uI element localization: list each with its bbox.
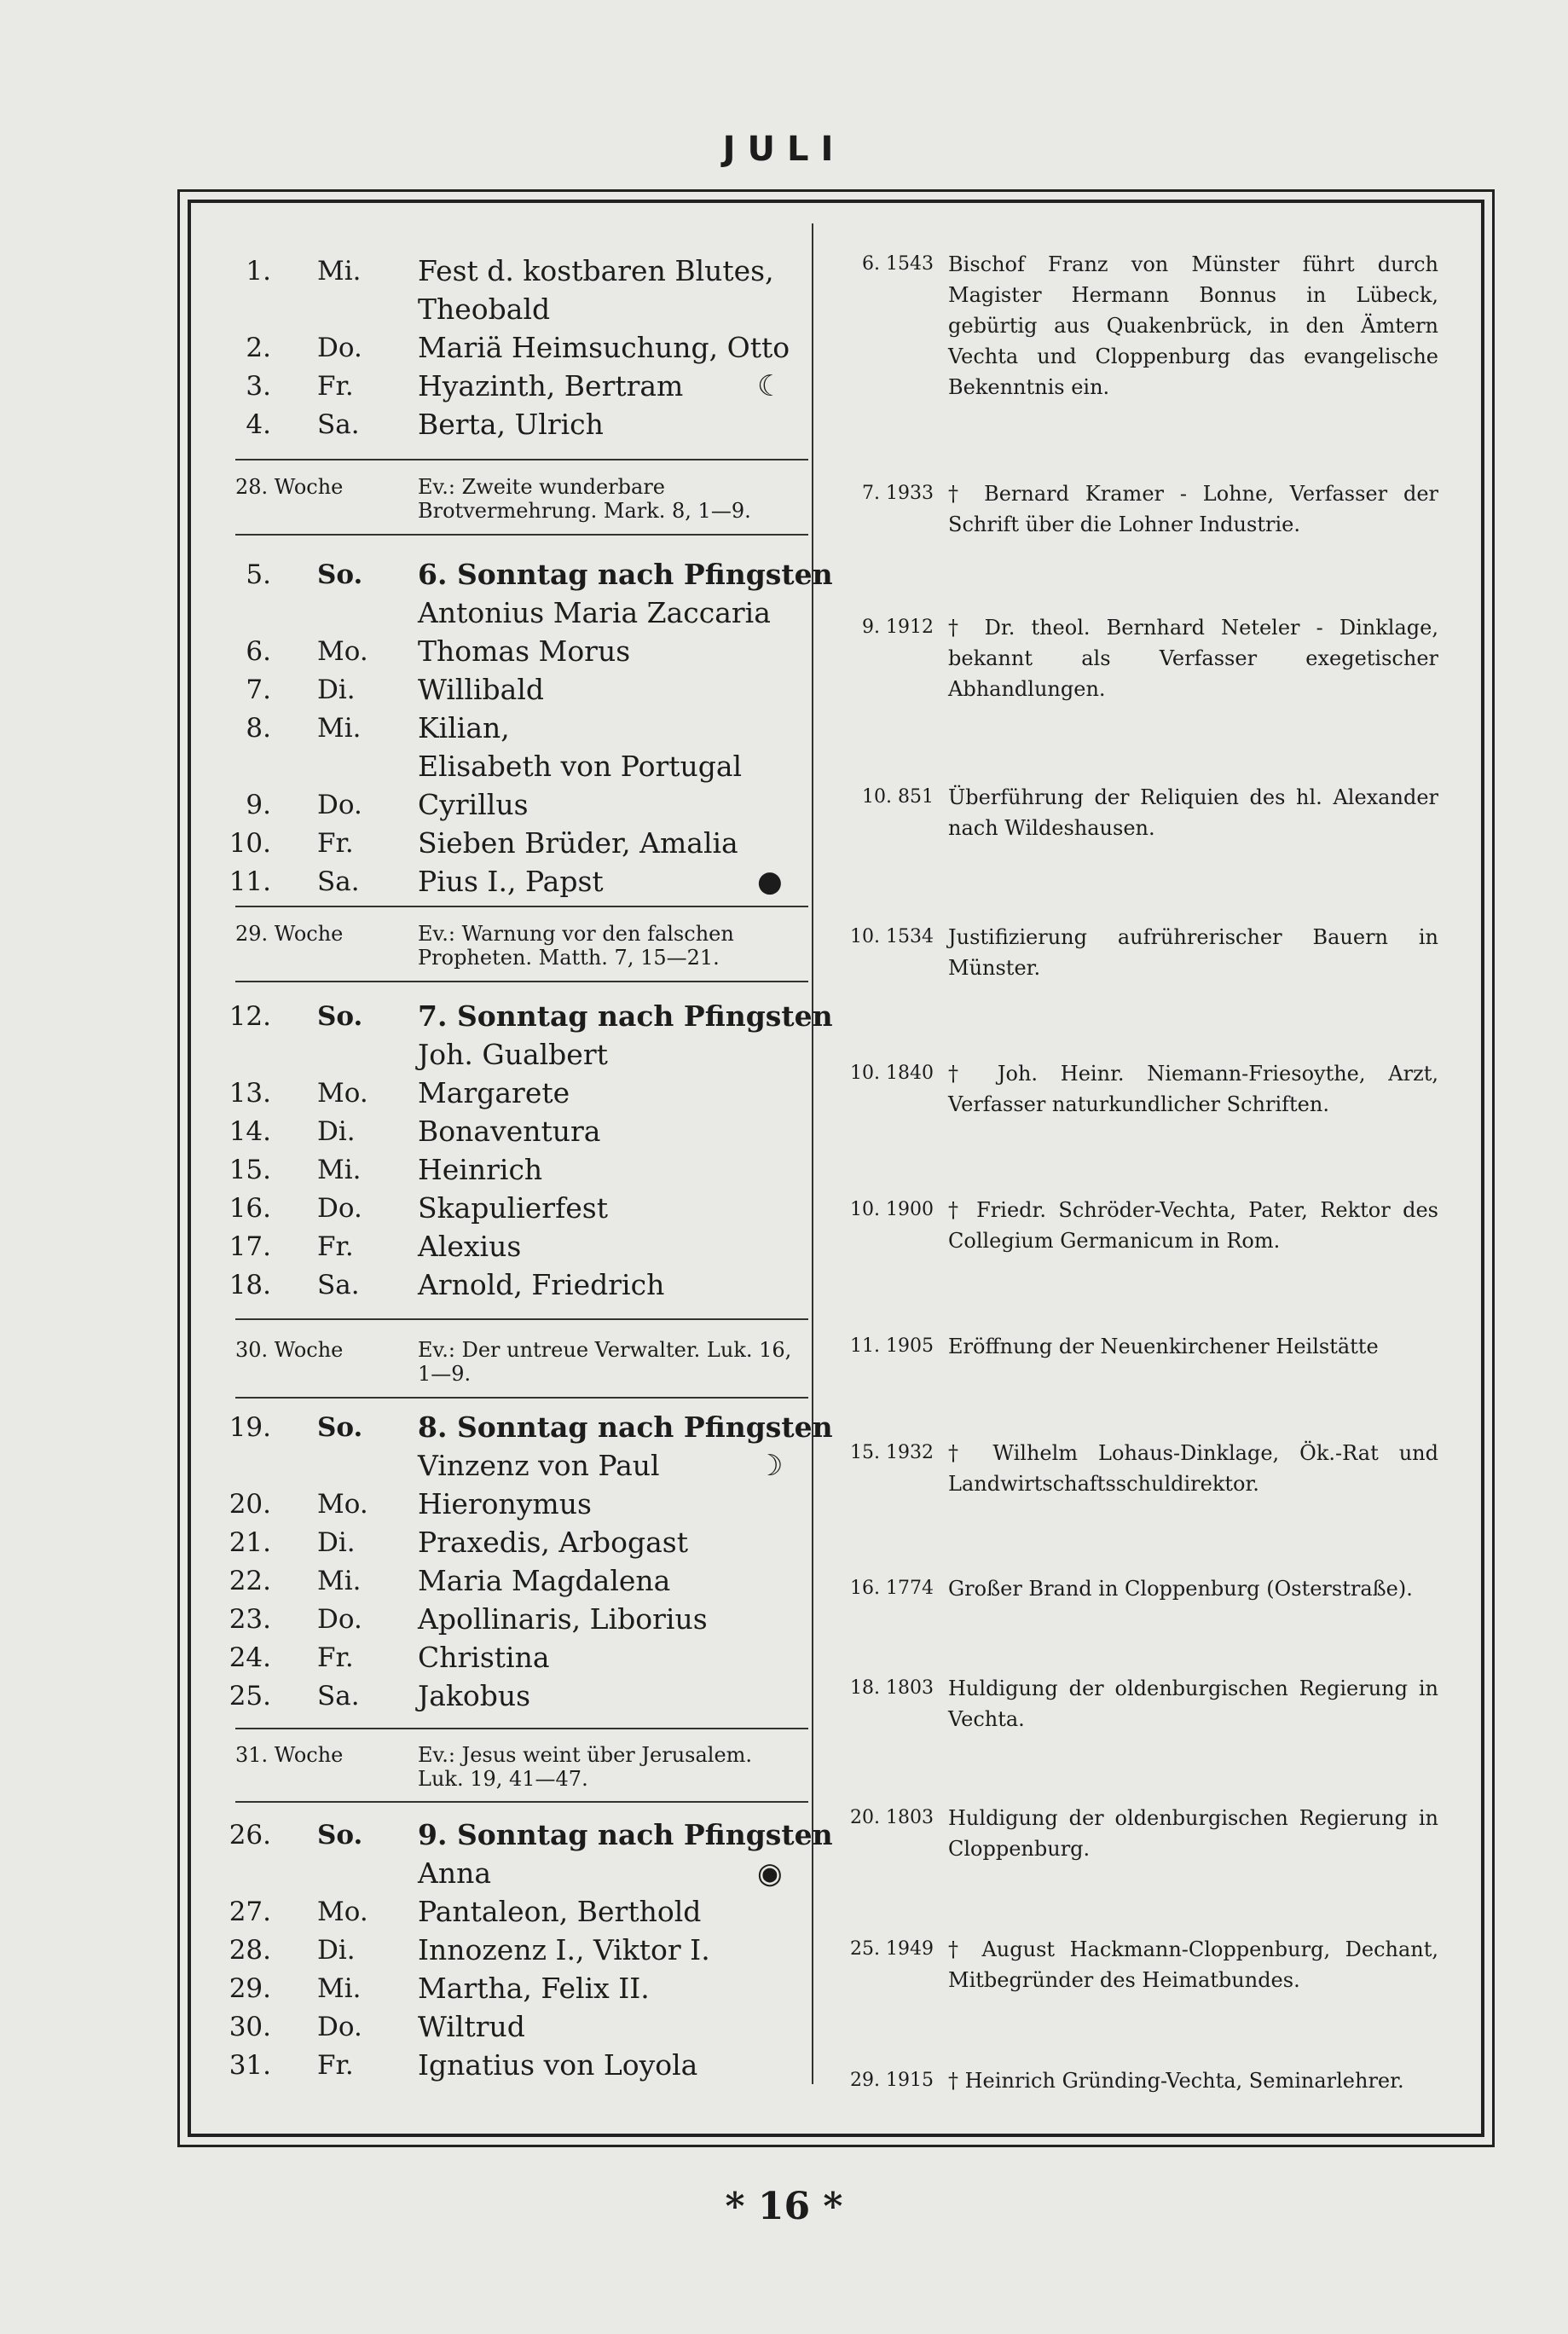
history-date: 18. 1803 <box>850 1677 934 1699</box>
saint-name: 7. Sonntag nach Pfingsten <box>418 999 833 1033</box>
saint-name: Kilian, <box>418 711 510 744</box>
history-text: † Friedr. Schröder-Vechta, Pater, Rektor des Collegium Germanicum in Rom. <box>948 1198 1438 1253</box>
history-date: 29. 1915 <box>850 2070 934 2091</box>
saint-name: Cyrillus <box>418 788 529 821</box>
moon-phase-icon: ☽ <box>757 1449 784 1483</box>
gospel-reading: Ev.: Der untreue Verwalter. Luk. 16, 1—9. <box>418 1338 792 1386</box>
day-number: 21. <box>229 1527 271 1558</box>
history-date: 10. 851 <box>862 786 934 808</box>
day-number: 19. <box>229 1412 271 1443</box>
weekday: Mo. <box>317 1489 368 1520</box>
weekday: Di. <box>317 1935 356 1966</box>
weekday: Mi. <box>317 256 362 287</box>
weekday: Do. <box>317 2012 362 2042</box>
day-number: 5. <box>246 559 271 590</box>
week-label: 29. Woche <box>235 922 344 946</box>
weekday: Do. <box>317 1604 362 1635</box>
week-label: 30. Woche <box>235 1338 344 1362</box>
weekday: Sa. <box>317 1270 360 1300</box>
saint-name: Hyazinth, Bertram <box>418 369 684 403</box>
day-number: 9. <box>246 790 271 820</box>
saint-name: Pantaleon, Berthold <box>418 1895 702 1928</box>
weekday: Do. <box>317 790 362 820</box>
day-number: 29. <box>229 1973 271 2004</box>
saint-name: Heinrich <box>418 1153 543 1186</box>
saint-name: Apollinaris, Liborius <box>418 1602 708 1636</box>
moon-phase-icon: ☾ <box>757 369 784 403</box>
gospel-reading: Ev.: Zweite wunderbare Brotvermehrung. Mark. 8, 1—9. <box>418 475 751 523</box>
gospel-reading: Ev.: Jesus weint über Jerusalem. Luk. 19, 41—47. <box>418 1743 753 1791</box>
week-label: 31. Woche <box>235 1743 344 1767</box>
day-number: 16. <box>229 1193 271 1224</box>
weekday: Sa. <box>317 866 360 897</box>
weekday: Fr. <box>317 1231 354 1262</box>
day-number: 11. <box>229 866 271 897</box>
history-date: 11. 1905 <box>850 1335 934 1357</box>
day-number: 20. <box>229 1489 271 1520</box>
saint-name: Willibald <box>418 673 545 706</box>
saint-name: Jakobus <box>418 1679 531 1712</box>
weekday: So. <box>317 1412 363 1443</box>
history-text: Huldigung der oldenburgischen Regierung in Cloppenburg. <box>948 1806 1438 1861</box>
week-label: 28. Woche <box>235 475 344 499</box>
history-date: 20. 1803 <box>850 1807 934 1828</box>
history-text: Großer Brand in Cloppenburg (Osterstraße). <box>948 1577 1413 1601</box>
day-number: 12. <box>229 1001 271 1032</box>
saint-name: Antonius Maria Zaccaria <box>418 596 771 629</box>
weekday: Mi. <box>317 1566 362 1596</box>
weekday: Fr. <box>317 2050 354 2081</box>
saint-name: Margarete <box>418 1076 570 1109</box>
history-text: † Heinrich Gründing-Vechta, Seminarlehrer. <box>948 2069 1404 2093</box>
day-number: 23. <box>229 1604 271 1635</box>
separator-line <box>235 1397 808 1399</box>
saint-name: Christina <box>418 1641 550 1674</box>
saint-name: Maria Magdalena <box>418 1564 671 1597</box>
day-number: 22. <box>229 1566 271 1596</box>
history-date: 10. 1534 <box>850 926 934 947</box>
history-text: Huldigung der oldenburgischen Regierung in Vechta. <box>948 1677 1438 1731</box>
day-number: 24. <box>229 1642 271 1673</box>
saint-name: Fest d. kostbaren Blutes, <box>418 254 774 287</box>
weekday: So. <box>317 1001 363 1032</box>
history-date: 7. 1933 <box>862 483 934 504</box>
separator-line <box>235 1801 808 1803</box>
saint-name: Praxedis, Arbogast <box>418 1526 688 1559</box>
saint-name: Vinzenz von Paul <box>418 1449 660 1482</box>
day-number: 7. <box>246 675 271 705</box>
saint-name: 9. Sonntag nach Pfingsten <box>418 1818 833 1851</box>
day-number: 14. <box>229 1116 271 1147</box>
weekday: Mi. <box>317 1973 362 2004</box>
saint-name: Skapulierfest <box>418 1191 609 1225</box>
separator-line <box>235 1728 808 1729</box>
weekday: Do. <box>317 333 362 363</box>
saint-name: Berta, Ulrich <box>418 408 604 441</box>
saint-name: Anna <box>418 1856 492 1890</box>
history-date: 10. 1840 <box>850 1063 934 1084</box>
saint-name: Martha, Felix II. <box>418 1972 650 2005</box>
saint-name: Ignatius von Loyola <box>418 2048 698 2082</box>
weekday: Di. <box>317 675 356 705</box>
weekday: Mo. <box>317 1897 368 1927</box>
saint-name: 6. Sonntag nach Pfingsten <box>418 558 833 591</box>
day-number: 2. <box>246 333 271 363</box>
weekday: Fr. <box>317 371 354 402</box>
day-number: 26. <box>229 1820 271 1850</box>
saint-name: Pius I., Papst <box>418 865 604 898</box>
history-text: † Dr. theol. Bernhard Neteler - Dinklage, bekannt als Verfasser exegetischer Abhandlungen. <box>948 616 1438 701</box>
history-date: 15. 1932 <box>850 1442 934 1463</box>
separator-line <box>235 459 808 460</box>
column-divider <box>812 223 813 2084</box>
day-number: 15. <box>229 1155 271 1185</box>
day-number: 31. <box>229 2050 271 2081</box>
separator-line <box>235 906 808 907</box>
weekday: Mi. <box>317 713 362 744</box>
saint-name: Wiltrud <box>418 2010 525 2043</box>
day-number: 10. <box>229 828 271 859</box>
day-number: 8. <box>246 713 271 744</box>
saint-name: Alexius <box>418 1230 522 1263</box>
saint-name: Bonaventura <box>418 1115 601 1148</box>
history-date: 16. 1774 <box>850 1578 934 1599</box>
saint-name: Innozenz I., Viktor I. <box>418 1933 710 1966</box>
day-number: 6. <box>246 636 271 667</box>
weekday: So. <box>317 559 363 590</box>
day-number: 17. <box>229 1231 271 1262</box>
weekday: Mi. <box>317 1155 362 1185</box>
weekday: Mo. <box>317 636 368 667</box>
history-text: Überführung der Reliquien des hl. Alexander nach Wildeshausen. <box>948 785 1438 840</box>
separator-line <box>235 534 808 536</box>
history-text: † Wilhelm Lohaus-Dinklage, Ök.-Rat und Landwirtschaftsschuldirektor. <box>948 1441 1438 1496</box>
month-title: JULI <box>722 130 846 169</box>
day-number: 1. <box>246 256 271 287</box>
history-text: Justifizierung aufrührerischer Bauern in Münster. <box>948 925 1438 980</box>
day-number: 30. <box>229 2012 271 2042</box>
saint-name: 8. Sonntag nach Pfingsten <box>418 1410 833 1444</box>
history-date: 6. 1543 <box>862 253 934 275</box>
page-number: * 16 * <box>725 2185 843 2228</box>
history-text: † August Hackmann-Cloppenburg, Dechant, Mitbegründer des Heimatbundes. <box>948 1937 1438 1992</box>
weekday: Do. <box>317 1193 362 1224</box>
saint-name: Theobald <box>418 292 551 326</box>
saint-name: Joh. Gualbert <box>418 1038 608 1071</box>
saint-name: Sieben Brüder, Amalia <box>418 826 738 860</box>
history-text: Eröffnung der Neuenkirchener Heilstätte <box>948 1335 1379 1358</box>
moon-phase-icon: ● <box>757 865 783 899</box>
saint-name: Thomas Morus <box>418 634 631 668</box>
weekday: Fr. <box>317 828 354 859</box>
day-number: 18. <box>229 1270 271 1300</box>
weekday: Di. <box>317 1116 356 1147</box>
saint-name: Arnold, Friedrich <box>418 1268 665 1301</box>
history-text: Bischof Franz von Münster führt durch Magister Hermann Bonnus in Lübeck, gebürtig aus Quakenbrück, in den Ämtern Vechta und Cloppenburg das evangelische Bekenntnis ein. <box>948 252 1438 399</box>
history-date: 25. 1949 <box>850 1938 934 1960</box>
day-number: 28. <box>229 1935 271 1966</box>
separator-line <box>235 981 808 982</box>
day-number: 27. <box>229 1897 271 1927</box>
moon-phase-icon: ◉ <box>757 1856 783 1891</box>
saint-name: Hieronymus <box>418 1487 592 1520</box>
history-date: 9. 1912 <box>862 617 934 638</box>
history-date: 10. 1900 <box>850 1199 934 1220</box>
weekday: Mo. <box>317 1078 368 1109</box>
weekday: Sa. <box>317 409 360 440</box>
separator-line <box>235 1318 808 1320</box>
saint-name: Mariä Heimsuchung, Otto <box>418 331 790 364</box>
weekday: Fr. <box>317 1642 354 1673</box>
saint-name: Elisabeth von Portugal <box>418 750 743 783</box>
day-number: 3. <box>246 371 271 402</box>
history-text: † Joh. Heinr. Niemann-Friesoythe, Arzt, Verfasser naturkundlicher Schriften. <box>948 1062 1438 1116</box>
weekday: Di. <box>317 1527 356 1558</box>
gospel-reading: Ev.: Warnung vor den falschen Propheten. Matth. 7, 15—21. <box>418 922 734 970</box>
weekday: So. <box>317 1820 363 1850</box>
day-number: 4. <box>246 409 271 440</box>
day-number: 25. <box>229 1681 271 1711</box>
weekday: Sa. <box>317 1681 360 1711</box>
day-number: 13. <box>229 1078 271 1109</box>
history-text: † Bernard Kramer - Lohne, Verfasser der Schrift über die Lohner Industrie. <box>948 482 1438 536</box>
